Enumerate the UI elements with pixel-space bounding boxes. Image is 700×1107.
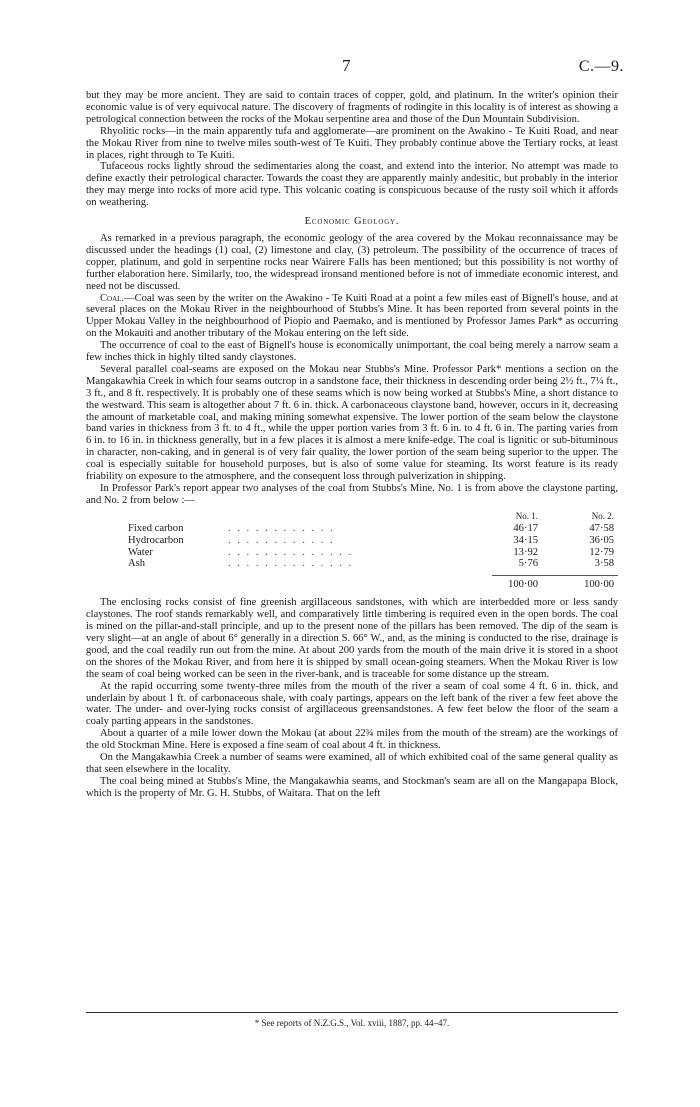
- run-in-heading: Coal.: [100, 292, 125, 304]
- leader-dots: . . . . . . . . . . . .: [228, 522, 335, 534]
- page-number: 7: [342, 56, 351, 75]
- column-header: No. 1.: [515, 510, 538, 521]
- table-row: [86, 523, 618, 535]
- paragraph: Rhyolitic rocks—in the main apparently tufa and agglomerate—are prominent on the Awakino - Te Kuiti Road, and near the Mokau River from nine to twelve miles south-west of Te Kuiti. They probably continue above the Tertiary rocks, at least in places, right through to Te Kuiti.: [86, 125, 618, 161]
- paragraph: The enclosing rocks consist of fine greenish argillaceous sandstones, with which are interbedded more or less sandy claystones. The roof stands remarkably well, and comparatively little timbering is required even in the open bords. The coal is mined on the pillar-and-stall principle, and up to the present none of the pillars has been removed. The dip of the seam is very slight—at an angle of about 6° generally in a direction S. 66° W., and, as the mining is conducted to the rise, drainage is good, and the coal readily run out from the mine. At about 200 yards from the mouth of the main drive it is stored in a shoot on the shores of the Mokau River, and from here it is shipped by small ocean-going steamers. When the Mokau River is low the seam of coal being worked can be seen in the river-bank, and is traceable for some distance up the stream.: [86, 597, 618, 680]
- paragraph: On the Mangakawhia Creek a number of seams were examined, all of which exhibited coal of the same general quality as that seen elsewhere in the locality.: [86, 752, 618, 775]
- paragraph: The occurrence of coal to the east of Bignell's house is economically unimportant, the coal being merely a narrow seam a few inches thick in highly tilted sandy claystones.: [86, 340, 618, 364]
- section-heading: Economic Geology.: [304, 216, 400, 228]
- paragraph: The coal being mined at Stubbs's Mine, the Mangakawhia seams, and Stockman's seam are all on the Mangapapa Block, which is the property of Mr. G. H. Stubbs, of Waitara. That on the left: [86, 775, 618, 799]
- cell-value: 3·58: [594, 558, 614, 570]
- footnote: * See reports of N.Z.G.S., Vol. xviii, 1887, pp. 44–47.: [254, 1018, 450, 1028]
- body-text: [86, 90, 618, 800]
- leader-dots: . . . . . . . . . . . .: [228, 534, 335, 546]
- paragraph: Several parallel coal-seams are exposed on the Mokau near Stubbs's Mine. Professor Park* mentions a section on the Mangakawhia Creek in which four seams outcrop in a sandstone face, their thickness in descending order being 2½ ft., 7¼ ft., 3 ft., and 8 ft. respectively. It is probably one of these seams which is now being worked at Stubbs's Mine, a short distance to the westward. This seam is altogether about 7 ft. 6 in. thick. A carbonaceous claystone band, however, occurs in it, decreasing the amount of marketable coal, and making mining somewhat expensive. The lower portion of the seam below the claystone band varies in thickness from 3 ft. to 4 ft., while the upper portion varies from 3 ft. 6 in. to 4 ft. 6 in. The parting varies from 6 in. to 16 in. in thickness generally, but in a few places it is almost a mere knife-edge. The coal is lignitic or sub-bituminous in character, non-caking, and in general is of very fair quality, the lower portion of the seam being superior to the upper. The coal is especially suitable for household purposes, but is also of some value for steaming. Its worst feature is its ready friability on exposure to the atmosphere, and the consequent loss through pulverization in shipping.: [86, 363, 618, 483]
- cell-value: 36·05: [589, 534, 614, 546]
- row-label: Hydrocarbon: [128, 534, 184, 546]
- leader-dots: . . . . . . . . . . . . . .: [228, 546, 354, 558]
- leader-dots: . . . . . . . . . . . . . .: [228, 558, 354, 570]
- table-row: [86, 547, 618, 559]
- total-value: 100·00: [584, 579, 614, 591]
- document-code: C.—9.: [578, 58, 624, 75]
- paragraph: At the rapid occurring some twenty-three miles from the mouth of the river a seam of coal some 4 ft. 6 in. thick, and underlain by about 1 ft. of carbonaceous shale, with coaly partings, appears on the left bank of the river a few feet above the water. The under- and over-lying rocks consist of argillaceous greensandstones. A few feet below the floor of the seam a coaly parting appears in the sandstones.: [86, 680, 618, 728]
- paragraph: In Professor Park's report appear two analyses of the coal from Stubbs's Mine. No. 1 is from above the claystone parting, and No. 2 from below :—: [86, 483, 618, 506]
- paragraph-text: —Coal was seen by the writer on the Awakino - Te Kuiti Road at a point a few miles east of Bignell's house, and at several places on the Mokau River in the neighbourhood of Stubbs's Mine. It has been reported from several points in the Upper Mokau Valley in the neighbourhood of Piopio and Paemako, and is mentioned by Professor James Park* as occurring on the Mokauiti and another tributary of the Mokau entering on the left side.: [86, 292, 618, 340]
- paragraph: Tufaceous rocks lightly shroud the sedimentaries along the coast, and extend into the interior. No attempt was made to define exactly their petrological character. Towards the coast they are apparently mainly andesitic, but probably in the interior they may merge into rocks of more acid type. This volcanic coating is conspicuous because of the rusty soil which it affords on weathering.: [86, 161, 618, 209]
- cell-value: 46·17: [513, 522, 538, 534]
- table-row: [86, 558, 618, 570]
- total-value: 100·00: [508, 579, 538, 591]
- table-header-row: [86, 511, 618, 523]
- paragraph: As remarked in a previous paragraph, the economic geology of the area covered by the Mokau reconnaissance may be discussed under the headings (1) coal, (2) limestone and clay, (3) petroleum. The possibility of the occurrence of traces of copper, platinum, and gold in serpentine rocks near Wairere Falls has been mentioned; but this possibility is not worthy of further elaboration here. Similarly, too, the widespread ironsand mentioned before is not of immediate economic interest, and need not be discussed.: [86, 232, 618, 292]
- coal-paragraph: [86, 293, 618, 341]
- coal-analysis-table: [86, 511, 618, 591]
- cell-value: 47·58: [589, 522, 614, 534]
- row-label: Water: [128, 546, 153, 558]
- table-total-row: [86, 576, 618, 591]
- table-row: [86, 535, 618, 547]
- paragraph: About a quarter of a mile lower down the Mokau (at about 22¾ miles from the mouth of the stream) are the workings of the old Stockman Mine. Here is exposed a fine seam of coal about 4 ft. in thickness.: [86, 728, 618, 752]
- footnote-divider: [86, 1012, 618, 1013]
- cell-value: 34·15: [513, 534, 538, 546]
- row-label: Fixed carbon: [128, 522, 184, 534]
- cell-value: 13·92: [513, 546, 538, 558]
- paragraph: but they may be more ancient. They are said to contain traces of copper, gold, and platinum. In the writer's opinion their economic value is of very equivocal nature. The discovery of fragments of rodingite in this locality is of interest as showing a petrological connection between the rocks of the Mokau serpentine area and those of the Dun Mountain Subdivision.: [86, 90, 618, 125]
- row-label: Ash: [128, 558, 145, 570]
- cell-value: 12·79: [589, 546, 614, 558]
- column-header: No. 2.: [591, 510, 614, 521]
- cell-value: 5·76: [518, 558, 538, 570]
